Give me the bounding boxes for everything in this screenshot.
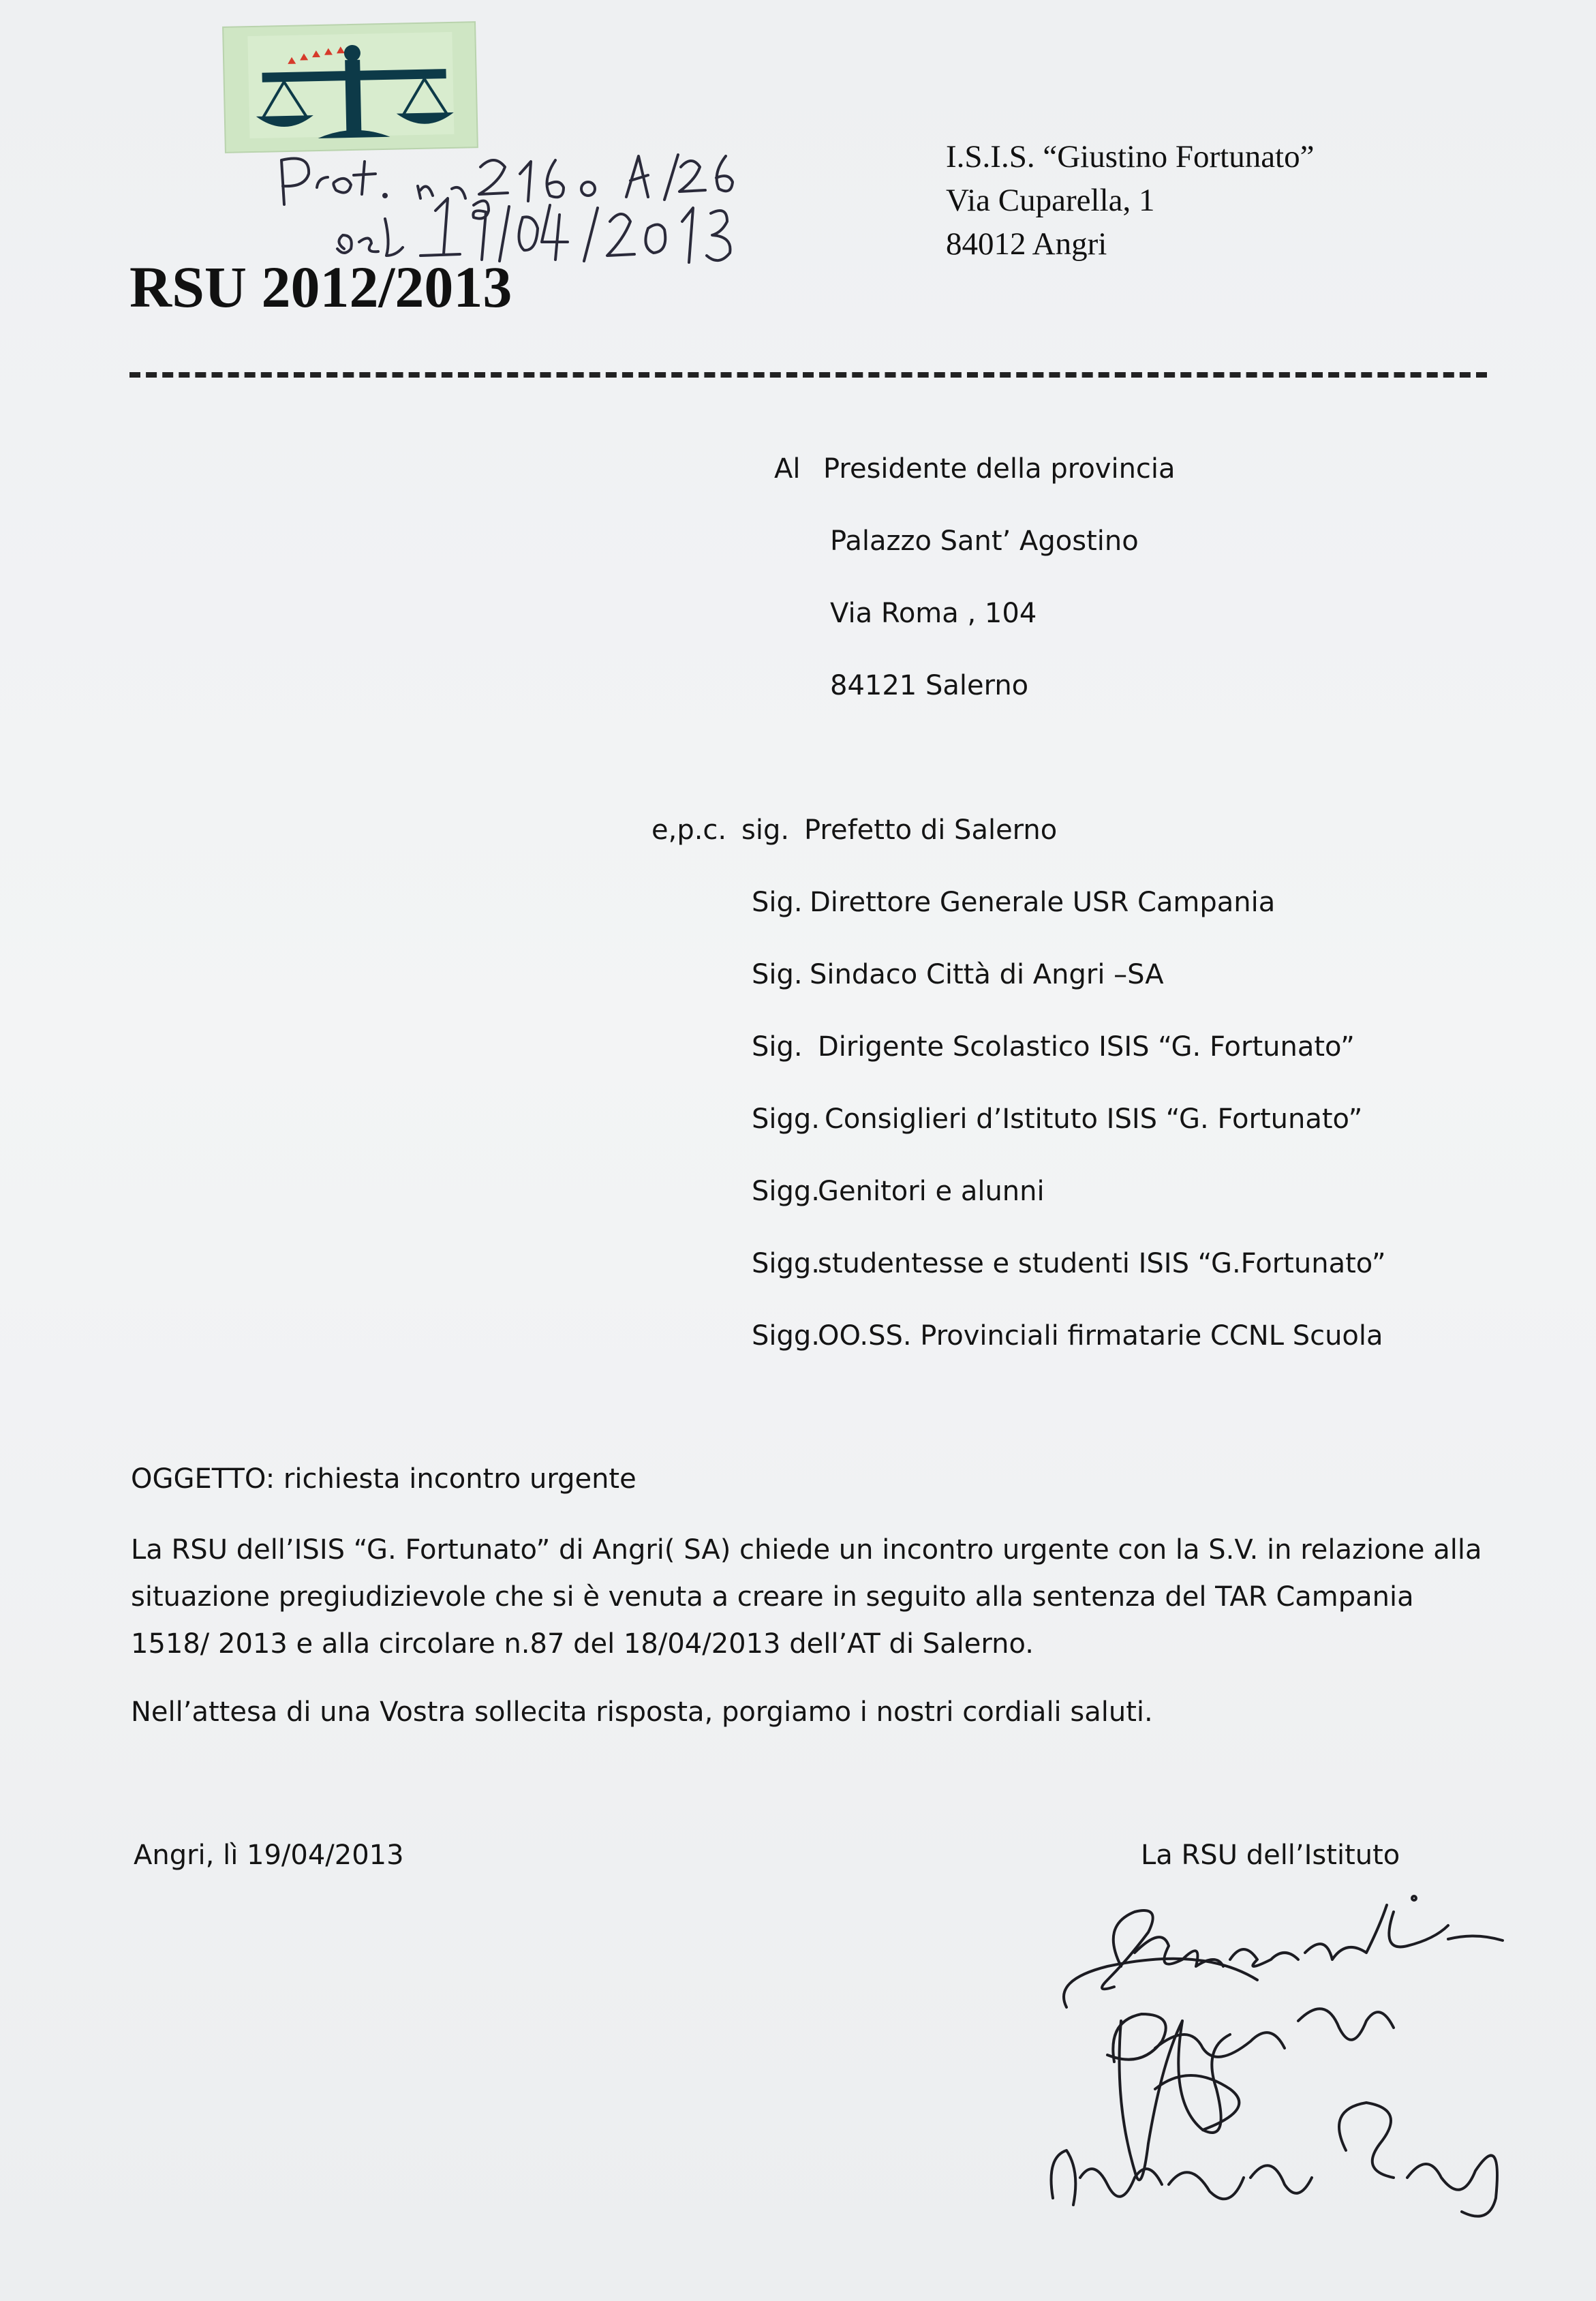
header-divider [129, 372, 1487, 378]
school-address [946, 135, 1314, 266]
cc-title: Sigg. [752, 1176, 820, 1207]
signatory-label: La RSU dell’Istituto [1141, 1840, 1400, 1871]
closing-paragraph: Nell’attesa di una Vostra sollecita risposta, porgiamo i nostri cordiali saluti. [131, 1696, 1153, 1728]
school-city: 84012 Angri [946, 226, 1107, 262]
scales-of-justice-icon [221, 20, 480, 155]
school-name: I.S.I.S. “Giustino Fortunato” [946, 139, 1315, 174]
cc-item: Prefetto di Salerno [804, 814, 1058, 846]
cc-prefix: e,p.c. [651, 814, 727, 846]
cc-title: Sig. [752, 887, 803, 918]
body-paragraph [131, 1527, 1482, 1668]
cc-item: Direttore Generale USR Campania [810, 887, 1276, 918]
cc-title: Sigg. [752, 1248, 820, 1279]
body-line: 1518/ 2013 e alla circolare n.87 del 18/04/2013 dell’AT di Salerno. [131, 1628, 1034, 1660]
recipient-line: Presidente della provincia [823, 453, 1176, 485]
cc-item: studentesse e studenti ISIS “G.Fortunato” [818, 1248, 1386, 1279]
body-line: La RSU dell’ISIS “G. Fortunato” di Angri( SA) chiede un incontro urgente con la S.V. in relazione alla [131, 1534, 1482, 1566]
recipient-prefix: Al [774, 453, 801, 485]
cc-item: Sindaco Città di Angri –SA [810, 959, 1164, 990]
cc-item: Consiglieri d’Istituto ISIS “G. Fortunato” [825, 1103, 1363, 1135]
cc-title: sig. [741, 814, 790, 846]
recipient-line: Via Roma , 104 [830, 598, 1037, 629]
cc-title: Sig. [752, 1031, 803, 1063]
handwritten-signatures [1026, 1885, 1544, 2225]
place-date: Angri, lì 19/04/2013 [134, 1840, 404, 1871]
body-line: situazione pregiudizievole che si è venuta a creare in seguito alla sentenza del TAR Campania [131, 1581, 1414, 1613]
recipient-line: Palazzo Sant’ Agostino [830, 525, 1139, 557]
document-title: RSU 2012/2013 [129, 254, 512, 320]
subject-line: OGGETTO: richiesta incontro urgente [131, 1463, 636, 1495]
cc-title: Sigg. [752, 1103, 820, 1135]
recipient-line: 84121 Salerno [830, 670, 1029, 701]
school-street: Via Cuparella, 1 [946, 183, 1155, 218]
cc-item: Dirigente Scolastico ISIS “G. Fortunato” [818, 1031, 1355, 1063]
cc-title: Sigg. [752, 1320, 820, 1352]
cc-item: OO.SS. Provinciali firmatarie CCNL Scuola [818, 1320, 1383, 1352]
cc-item: Genitori e alunni [818, 1176, 1045, 1207]
cc-title: Sig. [752, 959, 803, 990]
